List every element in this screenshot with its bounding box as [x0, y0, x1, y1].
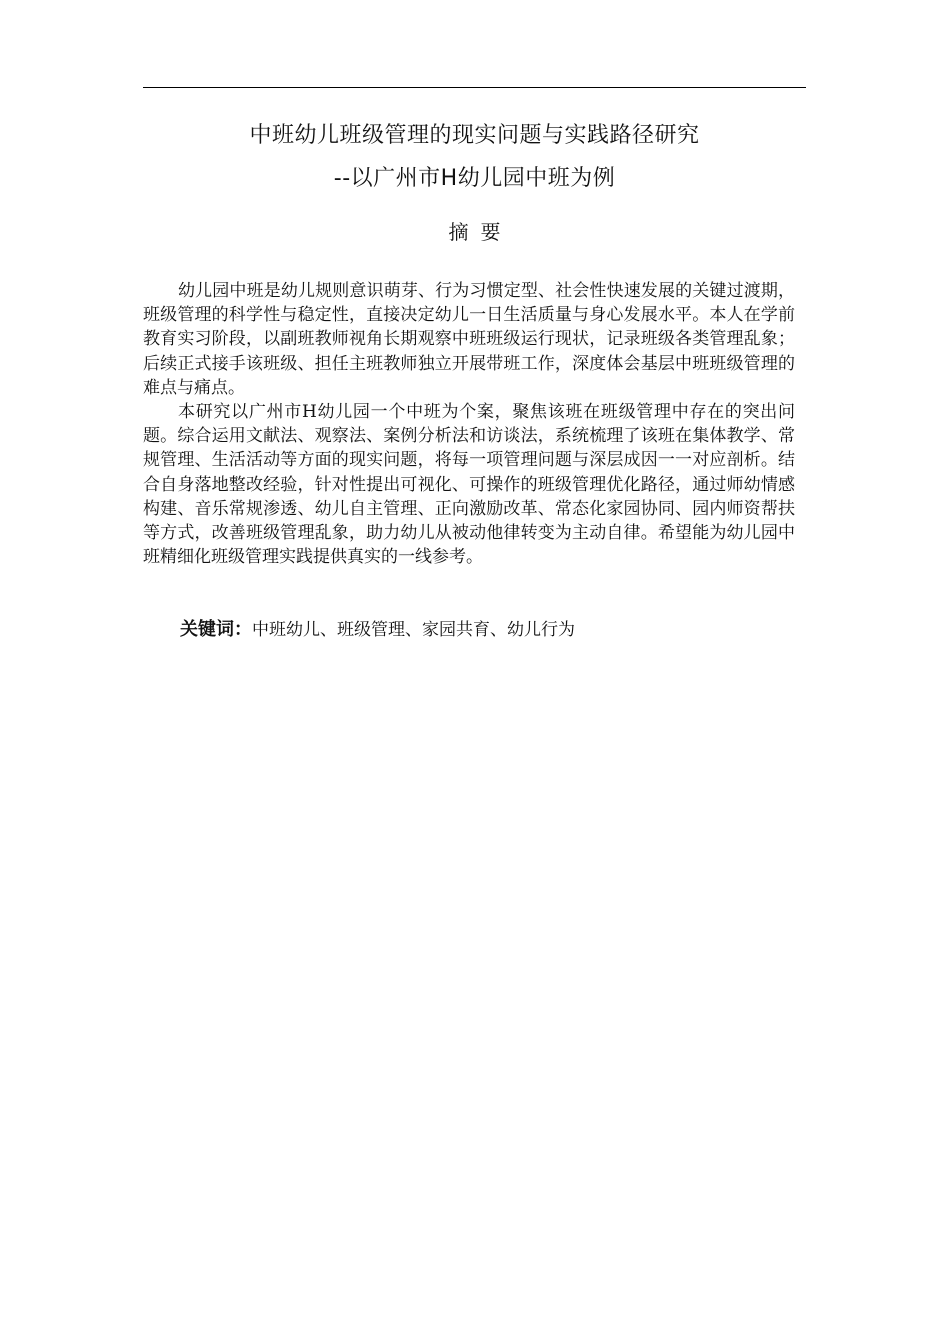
keywords-label: 关键词： — [180, 619, 252, 640]
abstract-paragraph-1: 幼儿园中班是幼儿规则意识萌芽、行为习惯定型、社会性快速发展的关键过渡期，班级管理的科学性与稳定性，直接决定幼儿一日生活质量与身心发展水平。本人在学前教育实习阶段，以副班教师视角长期观察中班班级运行现状，记录班级各类管理乱象；后续正式接手该班级、担任主班教师独立开展带班工作，深度体会基层中班班级管理的难点与痛点。 — [143, 281, 795, 398]
header-rule — [143, 87, 806, 88]
paper-subtitle: --以广州市H幼儿园中班为例 — [333, 166, 616, 191]
keywords-value: 中班幼儿、班级管理、家园共育、幼儿行为 — [252, 620, 575, 640]
paper-title: 中班幼儿班级管理的现实问题与实践路径研究 — [249, 123, 700, 148]
keywords-line — [180, 618, 800, 642]
abstract-paragraph-2: 本研究以广州市H幼儿园一个中班为个案，聚焦该班在班级管理中存在的突出问题。综合运用文献法、观察法、案例分析法和访谈法，系统梳理了该班在集体教学、常规管理、生活活动等方面的现实问题，将每一项管理问题与深层成因一一对应剖析。结合自身落地整改经验，针对性提出可视化、可操作的班级管理优化路径，通过师幼情感构建、音乐常规渗透、幼儿自主管理、正向激励改革、常态化家园协同、园内师资帮扶等方式，改善班级管理乱象，助力幼儿从被动他律转变为主动自律。希望能为幼儿园中班精细化班级管理实践提供真实的一线参考。 — [143, 402, 795, 568]
abstract-heading: 摘要 — [448, 220, 513, 244]
abstract-body — [143, 279, 795, 569]
